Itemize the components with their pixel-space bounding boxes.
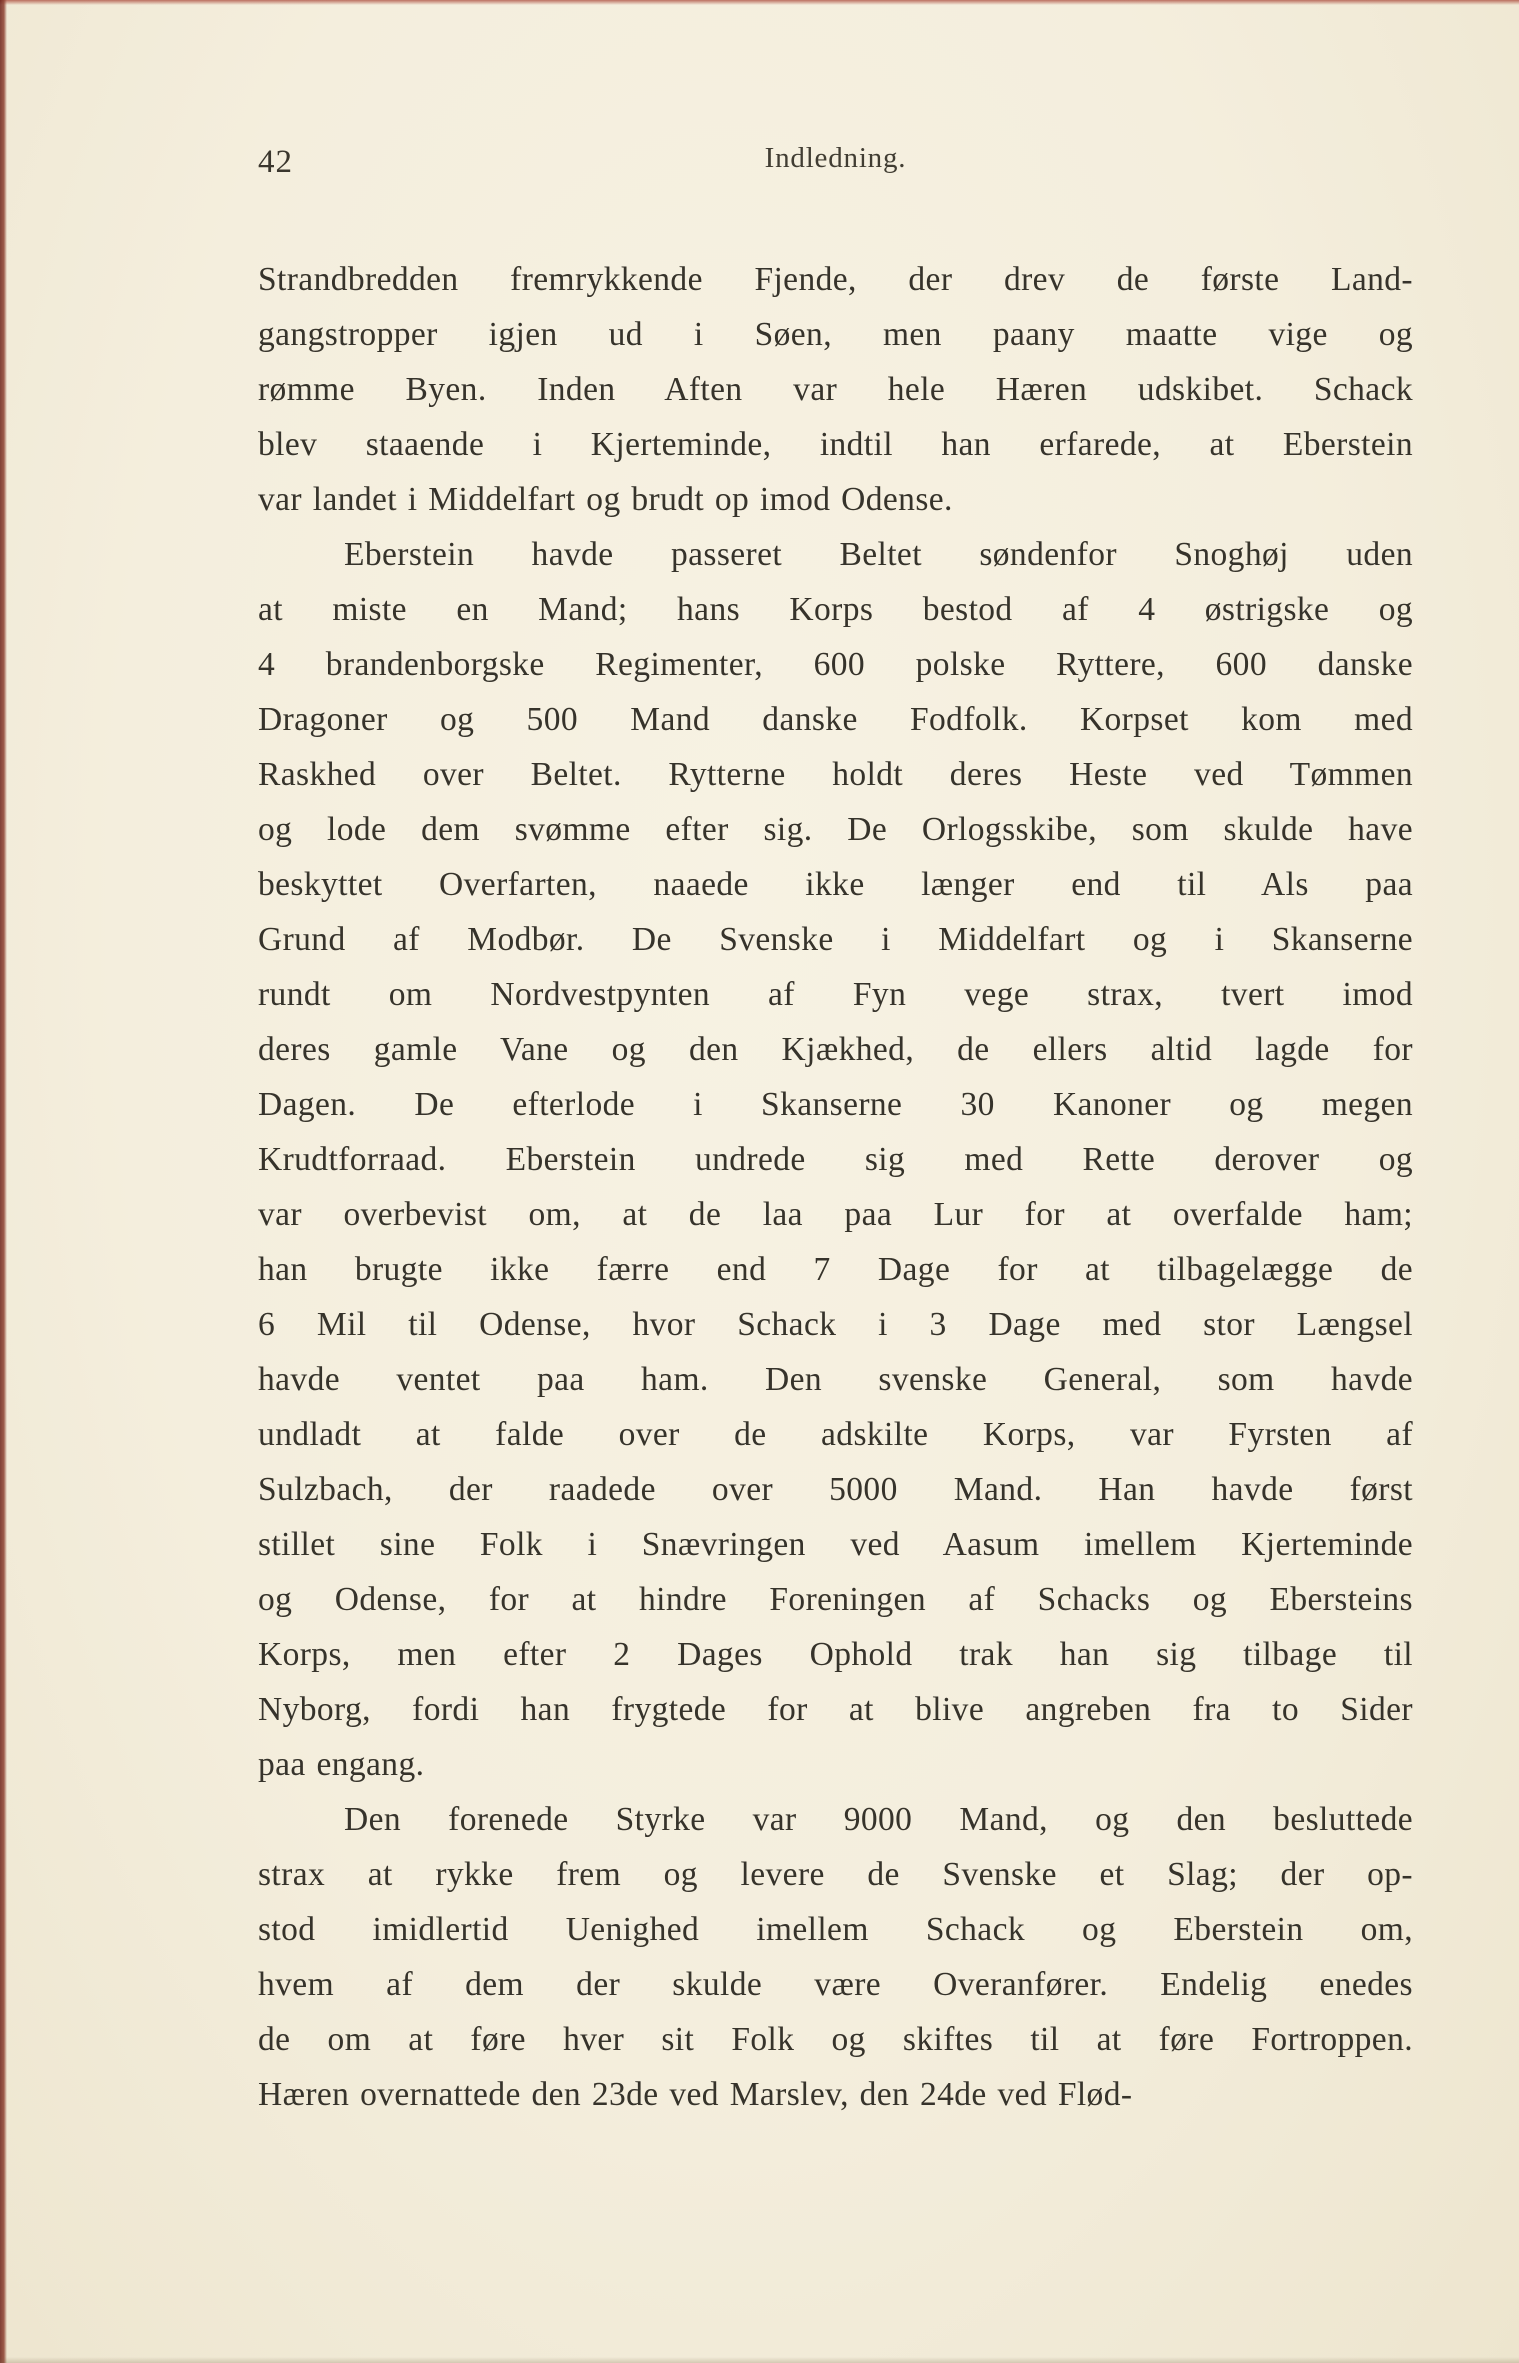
text-line: de om at føre hver sit Folk og skiftes til at føre Fortroppen. (258, 2021, 1413, 2058)
text-line: Den forenede Styrke var 9000 Mand, og den besluttede (344, 1801, 1413, 1838)
scan-edge-left (0, 0, 7, 2363)
text-line: rundt om Nordvestpynten af Fyn vege strax, tvert imod (258, 976, 1413, 1013)
running-title: Indledning. (764, 142, 907, 174)
text-line: og Odense, for at hindre Foreningen af Schacks og Ebersteins (258, 1581, 1413, 1618)
text-line: Dagen. De efterlode i Skanserne 30 Kanoner og megen (258, 1086, 1413, 1123)
text-line: Grund af Modbør. De Svenske i Middelfart og i Skanserne (258, 921, 1413, 958)
text-line: stillet sine Folk i Snævringen ved Aasum imellem Kjerteminde (258, 1526, 1413, 1563)
body-text (258, 252, 1413, 2122)
text-line: blev staaende i Kjerteminde, indtil han erfarede, at Eberstein (258, 426, 1413, 463)
text-line: 6 Mil til Odense, hvor Schack i 3 Dage med stor Længsel (258, 1306, 1413, 1343)
page-number: 42 (258, 144, 293, 180)
text-line: Sulzbach, der raadede over 5000 Mand. Han havde først (258, 1471, 1413, 1508)
text-line: rømme Byen. Inden Aften var hele Hæren udskibet. Schack (258, 371, 1413, 408)
text-line: at miste en Mand; hans Korps bestod af 4 østrigske og (258, 591, 1413, 628)
text-line: han brugte ikke færre end 7 Dage for at tilbagelægge de (258, 1251, 1413, 1288)
text-line: Krudtforraad. Eberstein undrede sig med Rette derover og (258, 1141, 1413, 1178)
text-line: beskyttet Overfarten, naaede ikke længer end til Als paa (258, 866, 1413, 903)
page-header-row (258, 142, 1413, 186)
text-line: gangstropper igjen ud i Søen, men paany maatte vige og (258, 316, 1413, 353)
paragraph (258, 252, 1413, 527)
text-line: Korps, men efter 2 Dages Ophold trak han sig tilbage til (258, 1636, 1413, 1673)
text-line: og lode dem svømme efter sig. De Orlogsskibe, som skulde have (258, 811, 1413, 848)
scan-edge-bottom (0, 2357, 1519, 2363)
text-line: 4 brandenborgske Regimenter, 600 polske Ryttere, 600 danske (258, 646, 1413, 683)
text-line: var landet i Middelfart og brudt op imod Odense. (258, 481, 953, 518)
paragraph (258, 1792, 1413, 2122)
scan-edge-top (0, 0, 1519, 5)
text-line: deres gamle Vane og den Kjækhed, de ellers altid lagde for (258, 1031, 1413, 1068)
text-line: Eberstein havde passeret Beltet søndenfor Snoghøj uden (344, 536, 1413, 573)
text-line: undladt at falde over de adskilte Korps, var Fyrsten af (258, 1416, 1413, 1453)
text-line: Dragoner og 500 Mand danske Fodfolk. Korpset kom med (258, 701, 1413, 738)
text-line: Nyborg, fordi han frygtede for at blive angreben fra to Sider (258, 1691, 1413, 1728)
text-line: Raskhed over Beltet. Rytterne holdt deres Heste ved Tømmen (258, 756, 1413, 793)
text-line: Strandbredden fremrykkende Fjende, der drev de første Land- (258, 261, 1413, 298)
text-line: havde ventet paa ham. Den svenske General, som havde (258, 1361, 1413, 1398)
text-line: Hæren overnattede den 23de ved Marslev, den 24de ved Flød- (258, 2076, 1133, 2113)
text-line: var overbevist om, at de laa paa Lur for at overfalde ham; (258, 1196, 1413, 1233)
text-line: strax at rykke frem og levere de Svenske et Slag; der op- (258, 1856, 1413, 1893)
text-line: paa engang. (258, 1746, 425, 1783)
text-line: hvem af dem der skulde være Overanfører. Endelig enedes (258, 1966, 1413, 2003)
paragraph (258, 527, 1413, 1792)
text-line: stod imidlertid Uenighed imellem Schack og Eberstein om, (258, 1911, 1413, 1948)
